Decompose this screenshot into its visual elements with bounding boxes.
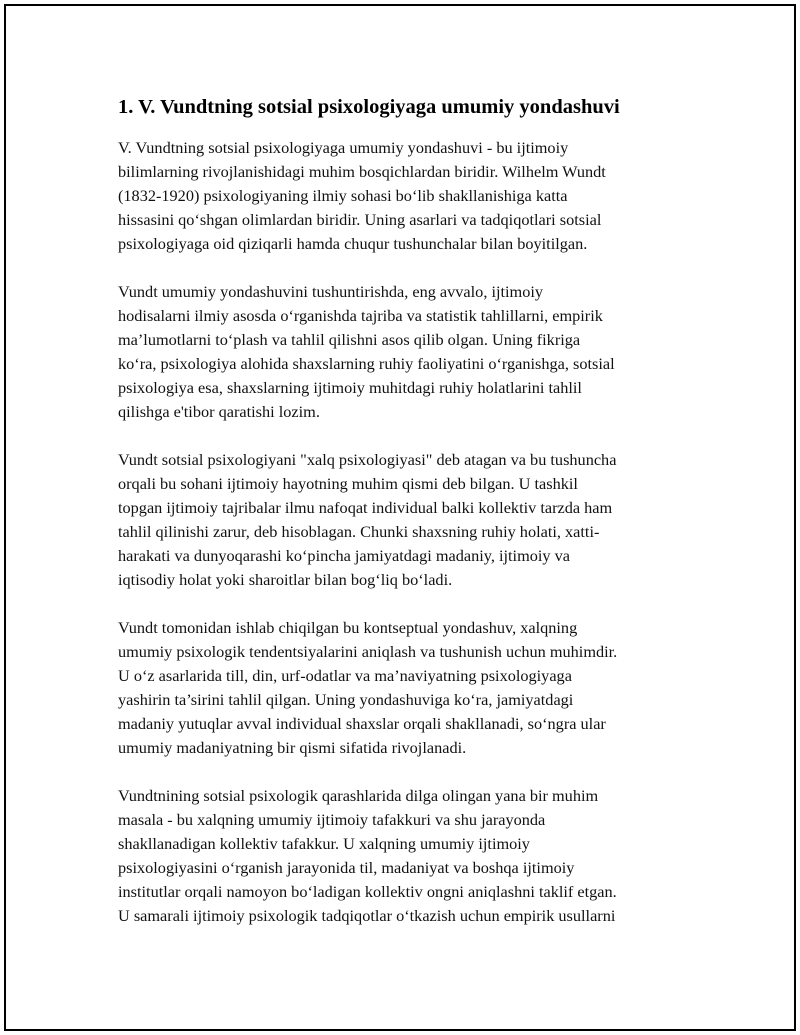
text-line: masala - bu xalqning umumiy ijtimoiy tafakkuri va shu jarayonda bbox=[118, 810, 546, 829]
text-line: U samarali ijtimoiy psixologik tadqiqotlar o‘tkazish uchun empirik usullarni bbox=[118, 906, 616, 925]
paragraph-3 bbox=[118, 448, 688, 592]
text-line: tahlil qilinishi zarur, deb hisoblagan. Chunki shaxsning ruhiy holati, xatti- bbox=[118, 522, 600, 541]
text-line: institutlar orqali namoyon bo‘ladigan kollektiv ongni aniqlashni taklif etgan. bbox=[118, 882, 617, 901]
text-line: yashirin ta’sirini tahlil qilgan. Uning yondashuviga ko‘ra, jamiyatdagi bbox=[118, 690, 574, 709]
text-line: bilimlarning rivojlanishidagi muhim bosqichlardan biridir. Wilhelm Wundt bbox=[118, 162, 606, 181]
text-line: iqtisodiy holat yoki sharoitlar bilan bog‘liq bo‘ladi. bbox=[118, 570, 453, 589]
text-line: madaniy yutuqlar avval individual shaxslar orqali shakllanadi, so‘ngra ular bbox=[118, 714, 606, 733]
text-line: ma’lumotlarni to‘plash va tahlil qilishni asos qilib olgan. Uning fikriga bbox=[118, 330, 581, 349]
text-line: psixologiyaga oid qiziqarli hamda chuqur tushunchalar bilan boyitilgan. bbox=[118, 234, 588, 253]
paragraph-5 bbox=[118, 784, 688, 928]
text-line: umumiy psixologik tendentsiyalarini aniqlash va tushunish uchun muhimdir. bbox=[118, 642, 618, 661]
paragraph-4 bbox=[118, 616, 688, 760]
text-line: (1832-1920) psixologiyaning ilmiy sohasi bo‘lib shakllanishiga katta bbox=[118, 186, 568, 205]
text-line: hodisalarni ilmiy asosda o‘rganishda tajriba va statistik tahlillarni, empirik bbox=[118, 306, 603, 325]
section-heading: 1. V. Vundtning sotsial psixologiyaga umumiy yondashuvi bbox=[118, 96, 620, 118]
text-line: psixologiya esa, shaxslarning ijtimoiy muhitdagi ruhiy holatlarini tahlil bbox=[118, 378, 582, 397]
paragraph-2 bbox=[118, 280, 688, 424]
text-line: qilishga e'tibor qaratishi lozim. bbox=[118, 402, 320, 421]
text-line: hissasini qo‘shgan olimlardan biridir. Uning asarlari va tadqiqotlari sotsial bbox=[118, 210, 602, 229]
text-line: Vundtnining sotsial psixologik qarashlarida dilga olingan yana bir muhim bbox=[118, 786, 599, 805]
text-line: shakllanadigan kollektiv tafakkur. U xalqning umumiy ijtimoiy bbox=[118, 834, 530, 853]
paragraph-1 bbox=[118, 136, 688, 256]
text-line: umumiy madaniyatning bir qismi sifatida rivojlanadi. bbox=[118, 738, 467, 757]
text-line: psixologiyasini o‘rganish jarayonida til, madaniyat va boshqa ijtimoiy bbox=[118, 858, 575, 877]
text-line: harakati va dunyoqarashi ko‘pincha jamiyatdagi madaniy, ijtimoiy va bbox=[118, 546, 570, 565]
text-line: Vundt tomonidan ishlab chiqilgan bu kontseptual yondashuv, xalqning bbox=[118, 618, 578, 637]
text-line: U o‘z asarlarida till, din, urf-odatlar va ma’naviyatning psixologiyaga bbox=[118, 666, 572, 685]
text-line: topgan ijtimoiy tajribalar ilmu nafoqat individual balki kollektiv tarzda ham bbox=[118, 498, 613, 517]
text-line: Vundt sotsial psixologiyani "xalq psixologiyasi" deb atagan va bu tushuncha bbox=[118, 450, 617, 469]
text-line: V. Vundtning sotsial psixologiyaga umumiy yondashuvi - bu ijtimoiy bbox=[118, 138, 569, 157]
document-body bbox=[118, 94, 688, 952]
text-line: Vundt umumiy yondashuvini tushuntirishda, eng avvalo, ijtimoiy bbox=[118, 282, 544, 301]
text-line: orqali bu sohani ijtimoiy hayotning muhim qismi deb bilgan. U tashkil bbox=[118, 474, 578, 493]
text-line: ko‘ra, psixologiya alohida shaxslarning ruhiy faoliyatini o‘rganishga, sotsial bbox=[118, 354, 615, 373]
